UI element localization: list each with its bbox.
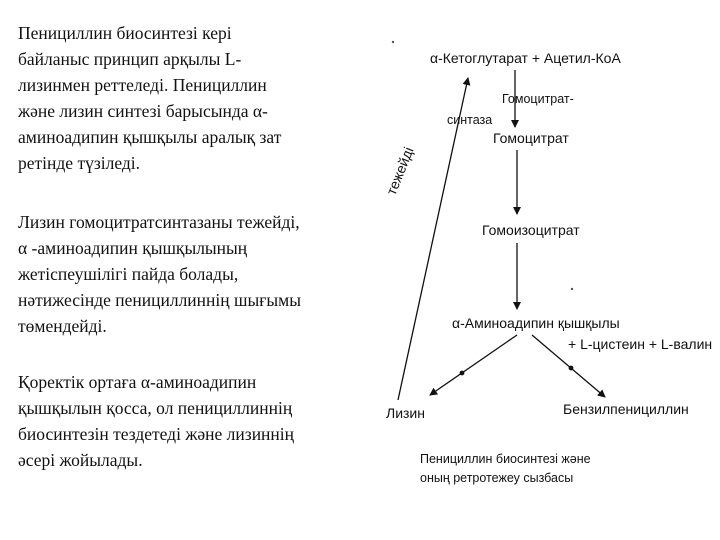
- arrow-to-lysine: [430, 335, 517, 395]
- diagram-caption: Пенициллин биосинтезі және оның ретротежеу сызбасы: [420, 452, 591, 485]
- enzyme-label-line2: синтаза: [447, 113, 493, 127]
- node-alpha-aminoadipic-acid: α-Аминоадипин қышқылы: [452, 315, 620, 331]
- cofactors-label: + L-цистеин + L-валин: [568, 336, 713, 352]
- arrow-dot-lysine-branch: [460, 371, 465, 376]
- node-benzylpenicillin: Бензилпенициллин: [563, 401, 689, 417]
- enzyme-label-line1: Гомоцитрат-: [502, 92, 574, 106]
- inhibition-label: тежейді: [382, 144, 417, 198]
- node-lysine: Лизин: [386, 405, 425, 421]
- node-homoisocitrate: Гомоизоцитрат: [482, 222, 580, 238]
- node-alpha-ketoglutarate-acetyl-coa: α-Кетоглутарат + Ацетил-КоА: [430, 50, 621, 66]
- stray-dot: [392, 41, 394, 43]
- paragraph-aminoadipic-addition: Қоректік ортаға α-аминоадипин қышқылын қосса, ол пенициллиннің биосинтезін тездетеді және лизиннің әсері жойылады.: [18, 372, 295, 470]
- paragraph-feedback-regulation: Пенициллин биосинтезі кері байланыс принцип арқылы L- лизинмен реттеледі. Пенициллин және лизин синтезі барысында α- аминоадипин қышқылы аралық зат ретінде түзіледі.: [18, 23, 282, 173]
- stray-dot: [571, 288, 573, 290]
- paragraph-lysine-inhibition: Лизин гомоцитратсинтазаны тежейді, α -аминоадипин қышқылының жетіспеушілігі пайда болады, нәтижесінде пенициллиннің шығымы төмендейді.: [18, 212, 302, 336]
- node-homocitrate: Гомоцитрат: [493, 130, 569, 146]
- arrow-dot-penicillin-branch: [569, 366, 574, 371]
- feedback-inhibition-arrow: [398, 78, 468, 400]
